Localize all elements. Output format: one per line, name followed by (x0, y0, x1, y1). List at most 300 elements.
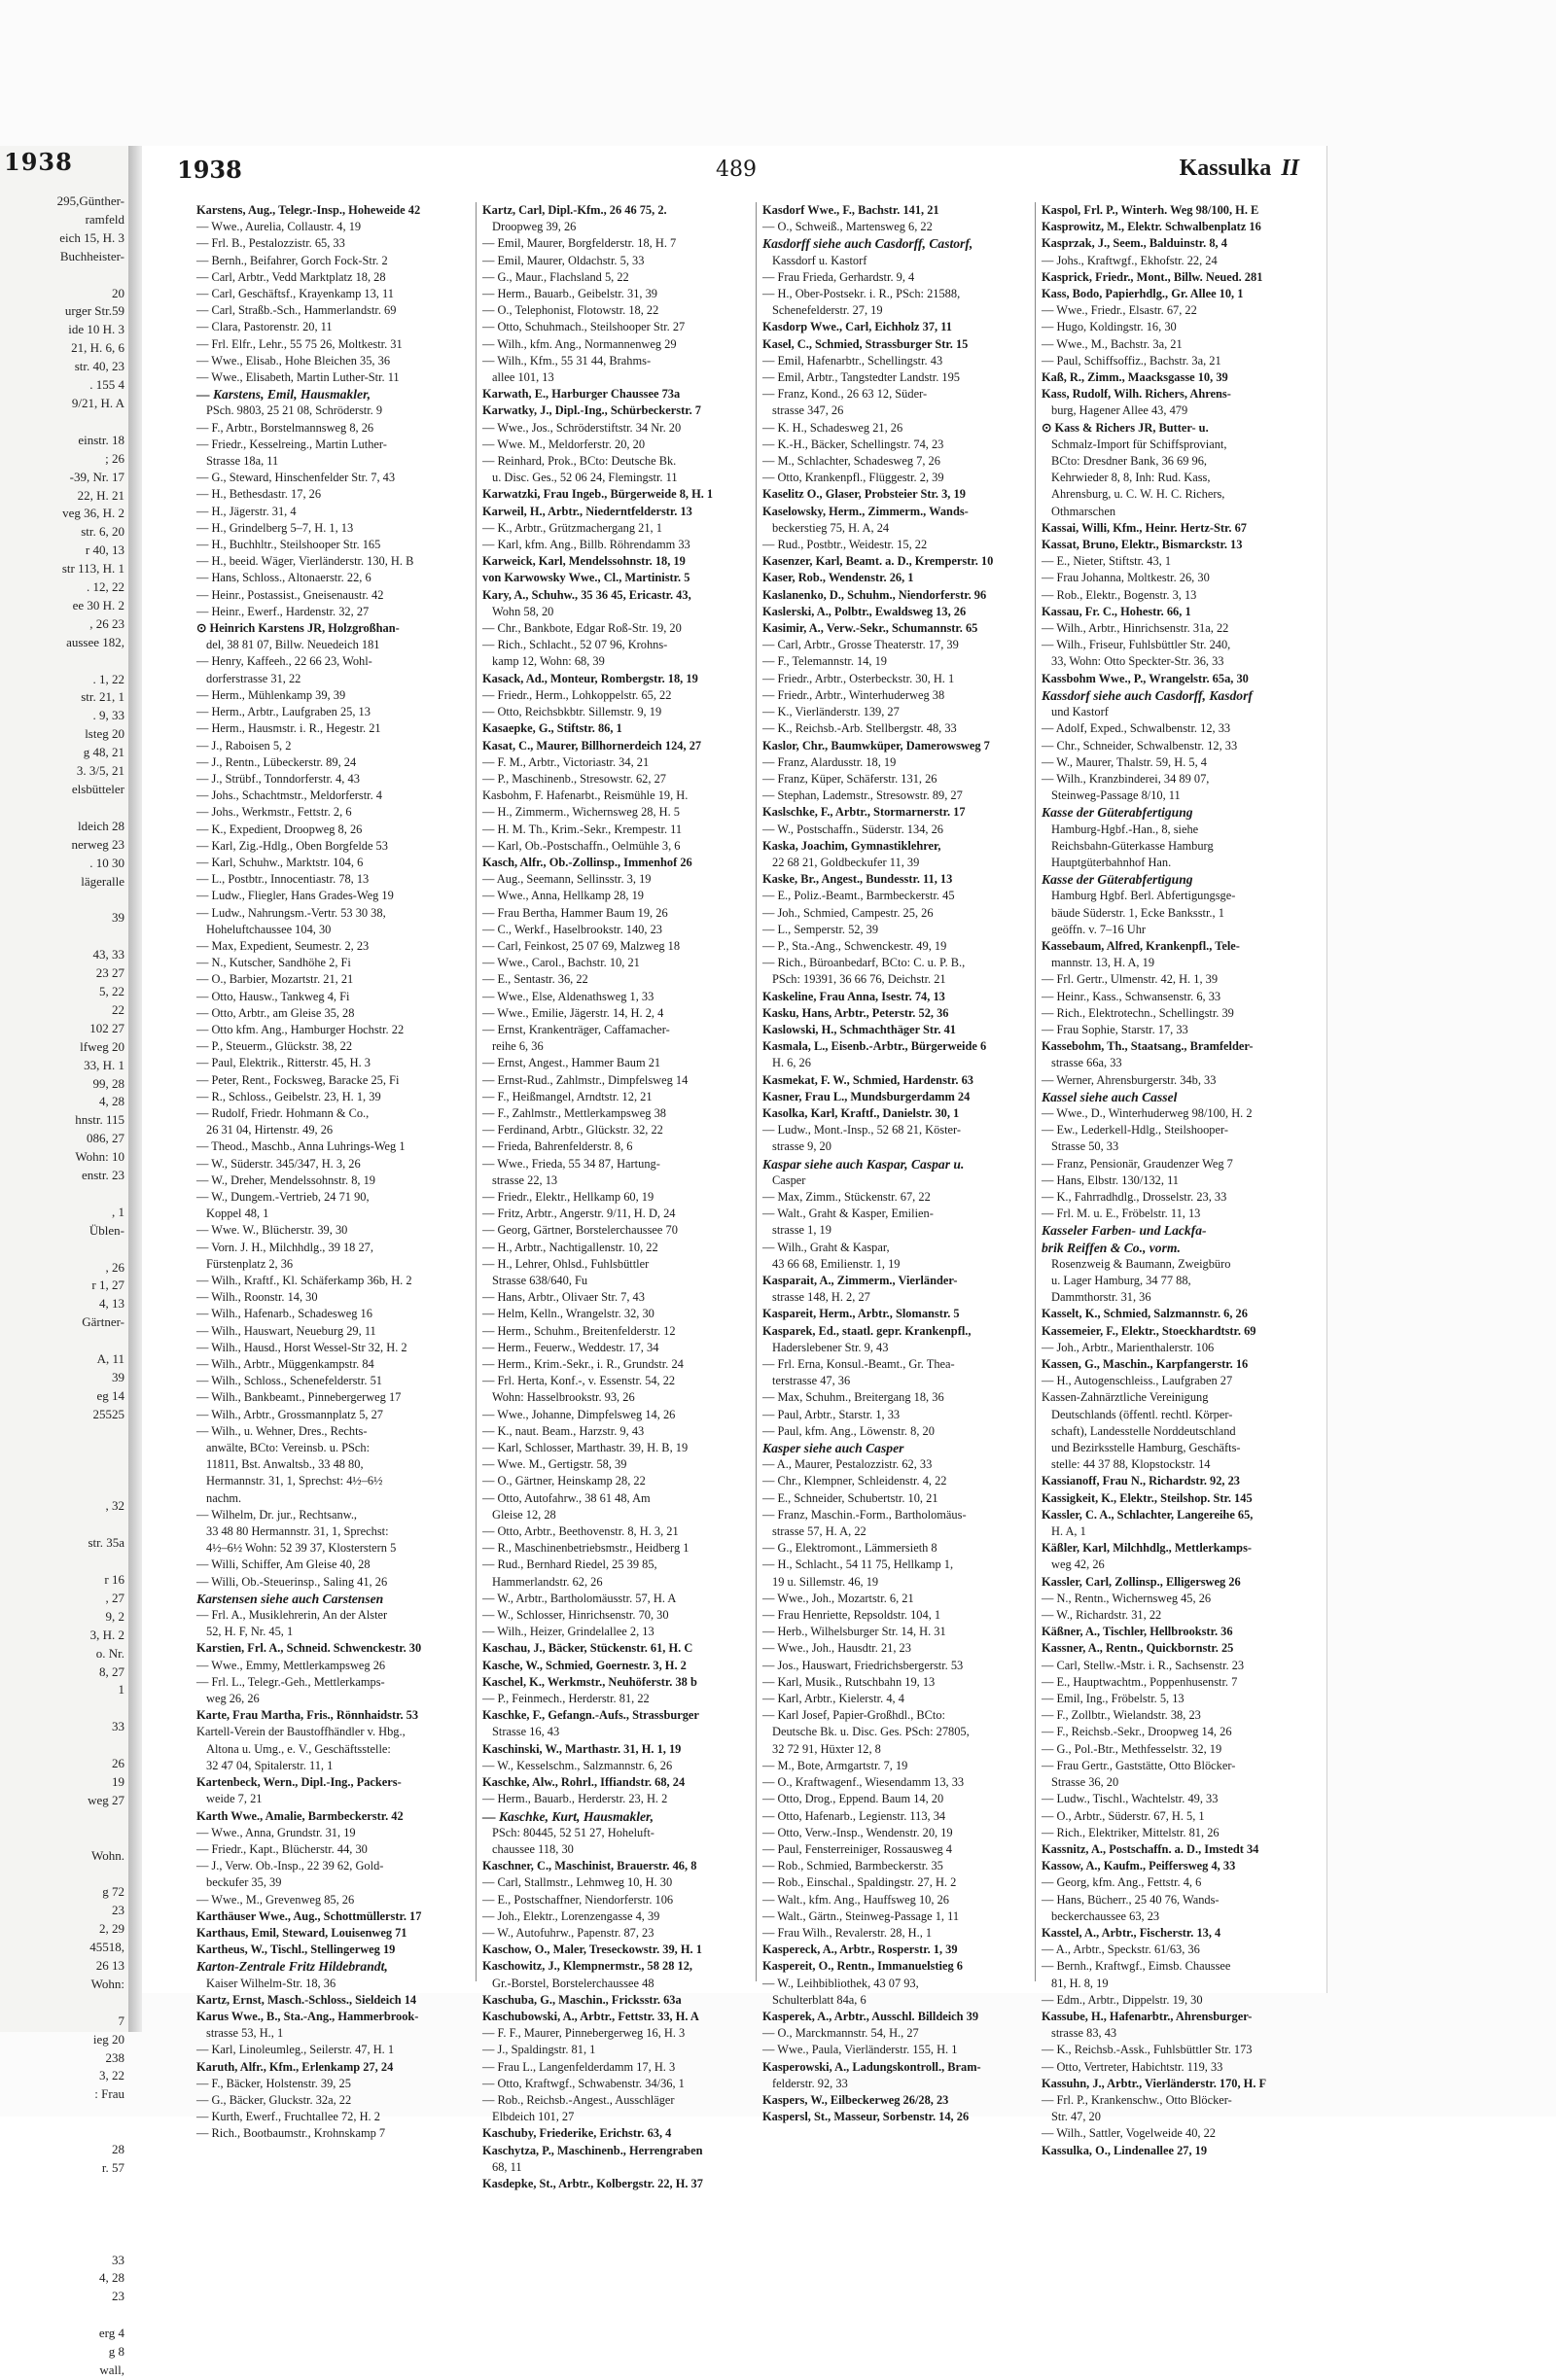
directory-entry: u. Lager Hamburg, 34 77 88, (1051, 1274, 1191, 1287)
directory-entry: — Theod., Maschb., Anna Luhrings-Weg 1 (196, 1139, 406, 1154)
directory-entry: Reichsbahn-Güterkasse Hamburg (1051, 838, 1214, 853)
directory-entry: Kasper siehe auch Casper (762, 1441, 904, 1456)
directory-entry: Kartheus, W., Tischl., Stellingerweg 19 (196, 1942, 396, 1957)
directory-entry: — Frl. Elfr., Lehr., 55 75 26, Moltkestr. 31 (196, 336, 403, 351)
directory-entry: — Carl, Stallmstr., Lehmweg 10, H. 30 (482, 1875, 673, 1890)
directory-entry: — Ludw., Tischl., Wachtelstr. 49, 33 (1042, 1792, 1219, 1806)
directory-entry: — H., Grindelberg 5–7, H. 1, 13 (196, 520, 354, 535)
directory-entry: PSch: 19391, 36 66 76, Deichstr. 21 (772, 972, 946, 987)
directory-entry: — Wwe., Elisab., Hohe Bleichen 35, 36 (196, 353, 391, 368)
directory-entry: — K.-H., Bäcker, Schellingstr. 74, 23 (762, 437, 944, 451)
left-page-year: 1938 (4, 148, 73, 176)
directory-entry: — Georg, Gärtner, Borstelerchaussee 70 (482, 1223, 678, 1238)
directory-entry: Kaschke, F., Gefangn.-Aufs., Strassburger (482, 1708, 699, 1723)
left-fragment-line: o. Nr. (95, 1645, 124, 1661)
directory-entry: — F., Zahlmstr., Mettlerkampsweg 38 (482, 1105, 666, 1120)
directory-entry: — Wwe., Frieda, 55 34 87, Hartung- (482, 1156, 660, 1171)
directory-entry: — L., Semperstr. 52, 39 (762, 922, 879, 936)
directory-entry: 4½–6½ Wohn: 52 39 37, Klosterstern 5 (206, 1541, 397, 1556)
directory-entry: Kaselowsky, Herm., Zimmerm., Wands- (762, 504, 969, 518)
directory-entry: — Rob., Schmied, Barmbeckerstr. 35 (762, 1859, 943, 1873)
directory-entry: Kass, Rudolf, Wilh. Richers, Ahrens- (1042, 387, 1231, 402)
directory-entry: — Rob., Reichsb.-Angest., Ausschläger (482, 2092, 675, 2107)
left-fragment-line: . 1, 22 (92, 671, 124, 686)
directory-entry: — F., Reichsb.-Sekr., Droopweg 14, 26 (1042, 1725, 1232, 1739)
directory-entry: — Otto, Arbtr., Beethovenstr. 8, H. 3, 21 (482, 1524, 679, 1539)
left-fragment-line (0, 1332, 124, 1350)
directory-entry: — Franz, Pensionär, Graudenzer Weg 7 (1042, 1156, 1233, 1171)
left-fragment-line: ide 10 H. 3 (68, 322, 124, 337)
left-fragment-line (0, 1461, 124, 1480)
left-fragment-line: str. 21, 1 (81, 689, 124, 705)
directory-entry: dorferstrasse 31, 22 (206, 671, 301, 685)
directory-entry: Kaser, Rob., Wendenstr. 26, 1 (762, 571, 914, 585)
directory-entry: — Paul, Fensterreiniger, Rossausweg 4 (762, 1841, 952, 1856)
directory-entry: Kassdorf u. Kastorf (772, 253, 867, 267)
left-fragment-line (0, 1865, 124, 1883)
left-fragment-line: 33 (112, 2252, 124, 2267)
left-fragment-line (0, 1479, 124, 1497)
directory-entry: — K., naut. Beam., Harzstr. 9, 43 (482, 1423, 645, 1438)
left-fragment-line: 39 (112, 1370, 124, 1384)
directory-entry: — Otto, Schuhmach., Steilshooper Str. 27 (482, 320, 686, 334)
left-fragment-line (0, 266, 124, 285)
directory-entry: Kaschuby, Friederike, Erichstr. 63, 4 (482, 2126, 672, 2141)
left-fragment-line: 3, H. 2 (89, 1627, 124, 1642)
directory-entry: Koppel 48, 1 (206, 1207, 269, 1221)
left-fragment-line: r 40, 13 (85, 542, 124, 558)
left-fragment-line: 4, 28 (99, 2270, 124, 2286)
directory-entry: — W., Dreher, Mendelssohnstr. 8, 19 (196, 1172, 375, 1187)
directory-entry: 26 31 04, Hirtenstr. 49, 26 (206, 1123, 334, 1138)
directory-entry: — Walt., Graht & Kasper, Emilien- (762, 1207, 934, 1221)
page-gutter (128, 146, 142, 2032)
directory-entry: — Friedr., Elektr., Hellkamp 60, 19 (482, 1189, 654, 1204)
directory-entry: ⊙ Kass & Richers JR, Butter- u. (1042, 420, 1209, 435)
directory-entry: — Rud., Postbtr., Weidestr. 15, 22 (762, 538, 928, 552)
directory-entry: Kasdorf Wwe., F., Bachstr. 141, 21 (762, 203, 939, 217)
directory-entry: Kassen, G., Maschin., Karpfangerstr. 16 (1042, 1357, 1249, 1372)
directory-entry: — P., Sta.-Ang., Schwenckestr. 49, 19 (762, 938, 947, 953)
left-fragment-line (0, 1736, 124, 1755)
directory-entry: Casper (772, 1172, 806, 1187)
directory-entry: allee 101, 13 (492, 370, 554, 385)
directory-entry: — K., Arbtr., Grützmachergang 21, 1 (482, 520, 662, 535)
directory-entry: — Carl, Arbtr., Vedd Marktplatz 18, 28 (196, 269, 386, 284)
directory-entry: — Ferdinand, Arbtr., Glückstr. 32, 22 (482, 1123, 663, 1138)
left-fragment-line: str. 6, 20 (81, 524, 124, 540)
left-fragment-line: 43, 33 (92, 947, 124, 962)
directory-entry: Kasdorp Wwe., Carl, Eichholz 37, 11 (762, 320, 952, 334)
directory-entry: Kassemeier, F., Elektr., Stoeckhardtstr. 69 (1042, 1323, 1256, 1338)
directory-entry: — Adolf, Exped., Schwalbenstr. 12, 33 (1042, 721, 1231, 736)
directory-entry: Kaschau, J., Bäcker, Stückenstr. 61, H. C (482, 1641, 693, 1656)
left-fragment-line: Üblen- (88, 1222, 124, 1238)
directory-column-2 (476, 202, 739, 2190)
directory-entry: Kassianoff, Frau N., Richardstr. 92, 23 (1042, 1474, 1240, 1488)
directory-entry: — Wwe., Else, Aldenathsweg 1, 33 (482, 989, 654, 1003)
directory-entry: Kasstel, A., Arbtr., Fischerstr. 13, 4 (1042, 1925, 1221, 1940)
left-fragment-line: 9, 2 (105, 1608, 124, 1624)
left-fragment-line: urger Str.59 (64, 303, 124, 319)
directory-entry: — Karl, Arbtr., Kielerstr. 4, 4 (762, 1692, 904, 1706)
directory-entry: Kaschow, O., Maler, Treseckowstr. 39, H. 1 (482, 1942, 702, 1957)
directory-entry: — Wwe. M., Gertigstr. 58, 39 (482, 1457, 627, 1472)
directory-entry: — Karl, Zig.-Hdlg., Oben Borgfelde 53 (196, 838, 388, 853)
directory-entry: Kaschke, Alw., Rohrl., Iffiandstr. 68, 24 (482, 1775, 686, 1790)
left-fragment-line: 23 (112, 1903, 124, 1918)
directory-entry: strasse 9, 20 (772, 1139, 831, 1154)
directory-entry: Kasenzer, Karl, Beamt. a. D., Kremperstr. 10 (762, 554, 994, 569)
directory-entry: Kaschytza, P., Maschinenb., Herrengraben (482, 2143, 703, 2157)
directory-entry: — Rich., Schlacht., 52 07 96, Krohns- (482, 638, 668, 652)
directory-entry: Elbdeich 101, 27 (492, 2110, 575, 2124)
directory-entry: Kassebaum, Alfred, Krankenpfl., Tele- (1042, 938, 1240, 953)
directory-entry: — Frl. B., Pestalozzistr. 65, 33 (196, 236, 345, 251)
directory-entry: Altona u. Umg., e. V., Geschäftsstelle: (206, 1741, 391, 1756)
directory-entry: — Frl. P., Krankenschw., Otto Blöcker- (1042, 2092, 1232, 2107)
directory-entry: — Wwe. M., Meldorferstr. 20, 20 (482, 437, 646, 451)
directory-entry: — Wilh., Hafenarb., Schadesweg 16 (196, 1307, 372, 1321)
directory-entry: u. Disc. Ges., 52 06 24, Flemingstr. 11 (492, 471, 678, 485)
left-fragment-line: r 1, 27 (91, 1278, 124, 1293)
directory-entry: — Georg, kfm. Ang., Fettstr. 4, 6 (1042, 1875, 1202, 1890)
directory-entry: weg 26, 26 (206, 1692, 260, 1706)
directory-entry: — Edm., Arbtr., Dippelstr. 19, 30 (1042, 1992, 1203, 2007)
directory-entry: — J., Verw. Ob.-Insp., 22 39 62, Gold- (196, 1859, 384, 1873)
directory-entry: von Karwowsky Wwe., Cl., Martinistr. 5 (482, 571, 690, 585)
directory-entry: — Frieda, Bahrenfelderstr. 8, 6 (482, 1139, 633, 1154)
left-fragment-line (0, 1699, 124, 1718)
directory-entry: — Friedr., Kapt., Blücherstr. 44, 30 (196, 1841, 368, 1856)
left-fragment-line: 26 (112, 1756, 124, 1771)
directory-entry: — Bernh., Beifahrer, Gorch Fock-Str. 2 (196, 253, 388, 267)
directory-entry: — R., Schloss., Geibelstr. 23, H. 1, 39 (196, 1089, 381, 1103)
directory-entry: Kassnitz, A., Postschaffn. a. D., Imstedt 34 (1042, 1841, 1259, 1856)
directory-entry: — C., Werkf., Haselbrookstr. 140, 23 (482, 922, 662, 936)
directory-entry: Kasmala, L., Eisenb.-Arbtr., Bürgerweide 6 (762, 1039, 987, 1054)
directory-entry: beckerstieg 75, H. A, 24 (772, 520, 890, 535)
directory-entry: — J., Strübf., Tonndorferstr. 4, 43 (196, 771, 360, 786)
directory-entry: Kassler, Carl, Zollinsp., Elligersweg 26 (1042, 1574, 1241, 1589)
directory-entry: — Wilh., Kraftf., Kl. Schäferkamp 36b, H. 2 (196, 1274, 412, 1287)
directory-entry: — Johs., Schachtmstr., Meldorferstr. 4 (196, 788, 383, 803)
directory-entry: H. 6, 26 (772, 1056, 811, 1070)
directory-entry: Str. 47, 20 (1051, 2110, 1101, 2124)
directory-entry: — Wilh., Hauswart, Neueburg 29, 11 (196, 1323, 376, 1338)
left-fragment-line: r 16 (104, 1571, 124, 1587)
directory-entry: — H., Arbtr., Nachtigallenstr. 10, 22 (482, 1240, 658, 1254)
directory-entry: Wohn 58, 20 (492, 604, 554, 618)
directory-entry: — Karl, Schlosser, Marthastr. 39, H. B, 19 (482, 1441, 689, 1455)
directory-entry: Karth Wwe., Amalie, Barmbeckerstr. 42 (196, 1808, 404, 1823)
left-fragment-line: 4, 13 (99, 1296, 124, 1312)
directory-entry: Hermannstr. 31, 1, Sprechst: 4½–6½ (206, 1474, 383, 1488)
directory-entry: — P., Maschinenb., Stresowstr. 62, 27 (482, 771, 666, 786)
directory-entry: Kasparait, A., Zimmerm., Vierländer- (762, 1274, 958, 1287)
left-fragment-line: einstr. 18 (78, 432, 124, 447)
directory-entry: — G., Pol.-Btr., Methfesselstr. 32, 19 (1042, 1741, 1222, 1756)
left-fragment-line: 20 (112, 285, 124, 300)
directory-entry: Hamburg-Hgbf.-Han., 8, siehe (1051, 822, 1199, 836)
directory-entry: — H., Schlacht., 54 11 75, Hellkamp 1, (762, 1558, 954, 1572)
directory-entry: — Wilh., kfm. Ang., Normannenweg 29 (482, 336, 677, 351)
directory-entry: — Jos., Hauswart, Friedrichsbergerstr. 53 (762, 1658, 964, 1672)
directory-entry: — Otto, Verw.-Insp., Wendenstr. 20, 19 (762, 1825, 953, 1839)
directory-entry: — Ernst, Krankenträger, Caffamacher- (482, 1022, 670, 1036)
directory-entry: stelle: 44 37 88, Klopstockstr. 14 (1051, 1457, 1211, 1472)
left-fragment-line: ee 30 H. 2 (72, 597, 124, 612)
directory-entry: — G., Elektromont., Lämmersieth 8 (762, 1541, 937, 1556)
left-fragment-line: 9/21, H. A (71, 395, 124, 410)
directory-entry: — Wilh., Arbtr., Hinrichsenstr. 31a, 22 (1042, 621, 1229, 636)
directory-entry: — O., Gärtner, Heinskamp 28, 22 (482, 1474, 646, 1488)
directory-entry: — Carl, Stellw.-Mstr. i. R., Sachsenstr. 23 (1042, 1658, 1245, 1672)
directory-entry: Kasche, W., Schmied, Goernestr. 3, H. 2 (482, 1658, 687, 1672)
directory-entry: — M., Schlachter, Schadesweg 7, 26 (762, 454, 940, 469)
directory-entry: — Hugo, Koldingstr. 16, 30 (1042, 320, 1177, 334)
directory-entry: — Frl. M. u. E., Fröbelstr. 11, 13 (1042, 1207, 1201, 1221)
left-fragment-line: 3. 3/5, 21 (76, 763, 124, 779)
directory-entry: burg, Hagener Allee 43, 479 (1051, 403, 1188, 418)
left-fragment-line (0, 1810, 124, 1829)
directory-entry: — Wwe., M., Bachstr. 3a, 21 (1042, 336, 1183, 351)
directory-entry: — Wilh., Friseur, Fuhlsbüttler Str. 240, (1042, 638, 1231, 652)
directory-entry: Kasner, Frau L., Mundsburgerdamm 24 (762, 1089, 971, 1103)
directory-entry: Kassdorf siehe auch Casdorff, Kasdorf (1042, 687, 1253, 703)
directory-entry: Kassow, A., Kaufm., Peiffersweg 4, 33 (1042, 1859, 1236, 1873)
left-fragment-line: wall, (99, 2362, 124, 2377)
left-fragment-line: hnstr. 115 (75, 1112, 124, 1128)
directory-entry: — K. H., Schadesweg 21, 26 (762, 420, 903, 435)
directory-entry: Deutschlands (öffentl. rechtl. Körper- (1051, 1407, 1233, 1421)
left-fragment-line: Gärtner- (82, 1314, 124, 1330)
directory-entry: — W., Postschaffn., Süderstr. 134, 26 (762, 822, 943, 836)
directory-entry: Kasack, Ad., Monteur, Rombergstr. 18, 19 (482, 671, 698, 685)
directory-entry: strasse 22, 13 (492, 1172, 558, 1187)
directory-entry: — Wwe., Paula, Vierländerstr. 155, H. 1 (762, 2043, 958, 2057)
directory-entry: weide 7, 21 (206, 1792, 263, 1806)
directory-entry: — Frau Frieda, Gerhardstr. 9, 4 (762, 269, 915, 284)
header-year: 1938 (177, 156, 242, 184)
directory-entry: Karuth, Alfr., Kfm., Erlenkamp 27, 24 (196, 2059, 394, 2074)
directory-entry: 33, Wohn: Otto Speckter-Str. 36, 33 (1051, 654, 1224, 669)
directory-entry: — Frau L., Langenfelderdamm 17, H. 3 (482, 2059, 676, 2074)
header-keyword (1180, 156, 1299, 182)
directory-entry: — M., Bote, Armgartstr. 7, 19 (762, 1758, 908, 1772)
directory-entry: Hammerlandstr. 62, 26 (492, 1574, 603, 1589)
directory-entry: — Henry, Kaffeeh., 22 66 23, Wohl- (196, 654, 372, 669)
directory-entry: Rosenzweig & Baumann, Zweigbüro (1051, 1256, 1231, 1271)
directory-entry: Kaschner, C., Maschinist, Brauerstr. 46, 8 (482, 1859, 697, 1873)
left-fragment-line: 1 (118, 1682, 124, 1698)
directory-entry: — Wilh., u. Wehner, Dres., Rechts- (196, 1423, 368, 1438)
left-fragment-line: 3, 22 (99, 2068, 124, 2083)
directory-entry: — F. F., Maurer, Pinnebergerweg 16, H. 3 (482, 2026, 686, 2041)
directory-entry: del, 38 81 07, Billw. Neuedeich 181 (206, 638, 380, 652)
directory-entry: — F., Heißmangel, Arndtstr. 12, 21 (482, 1089, 653, 1103)
directory-entry: — Frau Johanna, Moltkestr. 26, 30 (1042, 571, 1210, 585)
header-keyword-text: Kassulka (1179, 156, 1272, 181)
left-fragment-line (0, 1241, 124, 1259)
directory-entry: — Otto, Kraftwgf., Schwabenstr. 34/36, 1 (482, 2076, 685, 2090)
left-fragment-line: Buchheister- (59, 248, 124, 263)
directory-entry: PSch. 9803, 25 21 08, Schröderstr. 9 (206, 403, 383, 418)
directory-entry: Gr.-Borstel, Borstelerchaussee 48 (492, 1976, 654, 1990)
directory-entry: — H., Lehrer, Ohlsd., Fuhlsbüttler (482, 1256, 650, 1271)
directory-entry: Gleise 12, 28 (492, 1507, 556, 1522)
directory-entry: — K., Reichsb.-Arb. Stellbergstr. 48, 33 (762, 721, 957, 736)
directory-column-4 (1035, 202, 1298, 2157)
directory-entry: mannstr. 13, H. A, 19 (1051, 956, 1155, 970)
directory-entry: — G., Bäcker, Gluckstr. 32a, 22 (196, 2092, 352, 2107)
directory-entry: Kaska, Joachim, Gymnastiklehrer, (762, 838, 941, 853)
directory-entry: — Wwe., D., Winterhuderweg 98/100, H. 2 (1042, 1105, 1253, 1120)
left-fragment-line: str. 40, 23 (74, 359, 124, 374)
directory-entry: — Willi, Schiffer, Am Gleise 40, 28 (196, 1558, 371, 1572)
directory-entry: — E., Poliz.-Beamt., Barmbeckerstr. 45 (762, 889, 955, 903)
left-fragment-line: g 48, 21 (83, 745, 124, 760)
left-fragment-line: : Frau (94, 2086, 124, 2102)
left-fragment-line: weg 27 (88, 1792, 124, 1807)
directory-entry: — Max, Schuhm., Breitergang 18, 36 (762, 1390, 944, 1405)
directory-entry: — A., Maurer, Pestalozzistr. 62, 33 (762, 1457, 933, 1472)
directory-entry: — Herm., Feuerw., Weddestr. 17, 34 (482, 1340, 659, 1354)
directory-entry: — Herb., Wilhelsburger Str. 14, H. 31 (762, 1625, 946, 1639)
directory-entry: — Carl, Straßb.-Sch., Hammerlandstr. 69 (196, 303, 397, 318)
directory-entry: Schenefelderstr. 27, 19 (772, 303, 883, 318)
left-fragment-line: str. 35a (88, 1535, 124, 1551)
directory-entry: — Otto, Krankenpfl., Flüggestr. 2, 39 (762, 471, 944, 485)
directory-entry: Haderslebener Str. 9, 43 (772, 1340, 889, 1354)
directory-entry: geöffn. v. 7–16 Uhr (1051, 922, 1147, 936)
directory-entry: — H., Autogenschleiss., Laufgraben 27 (1042, 1374, 1233, 1388)
directory-entry: — Karl, Musik., Rutschbahn 19, 13 (762, 1674, 936, 1689)
directory-entry: — Frl. Erna, Konsul.-Beamt., Gr. Thea- (762, 1357, 955, 1372)
left-fragment-line: 21, H. 6, 6 (71, 340, 124, 356)
directory-entry: — Friedr., Arbtr., Winterhuderweg 38 (762, 687, 945, 702)
left-fragment-line: 22, H. 21 (77, 487, 124, 503)
directory-entry: — Chr., Bankbote, Edgar Roß-Str. 19, 20 (482, 621, 682, 636)
directory-entry: — Karstens, Emil, Hausmakler, (196, 387, 371, 402)
directory-entry: — Heinr., Ewerf., Hardenstr. 32, 27 (196, 604, 370, 618)
directory-entry: — H., beeid. Wäger, Vierländerstr. 130, H. B (196, 554, 414, 569)
directory-entry: — Friedr., Arbtr., Osterbeckstr. 30, H. 1 (762, 671, 955, 685)
left-page-text (0, 192, 124, 2380)
directory-entry: — Ludw., Fliegler, Hans Grades-Weg 19 (196, 889, 394, 903)
directory-entry: — Wilhelm, Dr. jur., Rechtsanw., (196, 1507, 358, 1522)
directory-entry: Käßler, Karl, Milchhdlg., Mettlerkamps- (1042, 1541, 1253, 1556)
directory-entry: — Rich., Elektriker, Mittelstr. 81, 26 (1042, 1825, 1220, 1839)
directory-entry: 33 48 80 Hermannstr. 31, 1, Sprechst: (206, 1524, 389, 1539)
directory-entry: — Herm., Schuhm., Breitenfelderstr. 12 (482, 1323, 676, 1338)
left-fragment-line: , 32 (105, 1498, 124, 1514)
directory-entry: — Karl, Ob.-Postschaffn., Oelmühle 3, 6 (482, 838, 681, 853)
directory-entry: — Stephan, Lademstr., Stresowstr. 89, 27 (762, 788, 963, 803)
directory-entry: — W., Richardstr. 31, 22 (1042, 1608, 1162, 1623)
directory-entry: — O., Barbier, Mozartstr. 21, 21 (196, 972, 354, 987)
directory-entry: — Kaschke, Kurt, Hausmakler, (482, 1808, 654, 1824)
directory-entry: Deutsche Bk. u. Disc. Ges. PSch: 27805, (772, 1725, 970, 1739)
directory-entry: — Rob., Elektr., Bogenstr. 3, 13 (1042, 587, 1197, 602)
directory-entry: — N., Kutscher, Sandhöhe 2, Fi (196, 956, 351, 970)
left-fragment-line: 22 (112, 1001, 124, 1017)
directory-entry: — Joh., Schmied, Campestr. 25, 26 (762, 905, 934, 920)
directory-entry: Kasperowski, A., Ladungskontroll., Bram- (762, 2059, 981, 2074)
directory-entry: — Herm., Bauarb., Herderstr. 23, H. 2 (482, 1792, 668, 1806)
directory-entry: — Otto, Reichsbkbtr. Sillemstr. 9, 19 (482, 705, 662, 719)
left-fragment-line: . 12, 22 (87, 579, 124, 595)
left-fragment-line (0, 1443, 124, 1461)
left-fragment-line: 26 13 (95, 1958, 124, 1973)
directory-entry: Kartenbeck, Wern., Dipl.-Ing., Packers- (196, 1775, 402, 1790)
directory-entry: Kasku, Hans, Arbtr., Peterstr. 52, 36 (762, 1005, 949, 1020)
directory-entry: Karweick, Karl, Mendelssohnstr. 18, 19 (482, 554, 686, 569)
directory-entry: — K., Fahrradhdlg., Drosselstr. 23, 33 (1042, 1189, 1227, 1204)
directory-entry: 68, 11 (492, 2159, 522, 2174)
directory-entry: — F., Arbtr., Borstelmannsweg 8, 26 (196, 420, 374, 435)
directory-entry: — W., Dungem.-Vertrieb, 24 71 90, (196, 1189, 370, 1204)
directory-entry: — E., Postschaffner, Niendorferstr. 106 (482, 1892, 674, 1907)
directory-entry: reihe 6, 36 (492, 1039, 544, 1054)
left-fragment-line (0, 1994, 124, 2012)
directory-entry: schaft), Landesstelle Norddeutschland (1051, 1423, 1236, 1438)
directory-entry: Kassau, Fr. C., Hohestr. 66, 1 (1042, 604, 1191, 618)
directory-entry: — H., Bethesdastr. 17, 26 (196, 487, 322, 502)
directory-entry: 81, H. 8, 19 (1051, 1976, 1109, 1990)
directory-entry: — Aug., Seemann, Sellinsstr. 3, 19 (482, 872, 652, 887)
directory-entry: Kaschuba, G., Maschin., Fricksstr. 63a (482, 1992, 682, 2007)
directory-entry: Kasperek, A., Arbtr., Ausschl. Billdeich 39 (762, 2009, 979, 2023)
directory-entry: Kartz, Ernst, Masch.-Schloss., Sieldeich 14 (196, 1992, 417, 2007)
directory-entry: Strasse 36, 20 (1051, 1775, 1119, 1790)
directory-entry: Steinweg-Passage 8/10, 11 (1051, 788, 1181, 803)
directory-entry: — Wwe., Anna, Grundstr. 31, 19 (196, 1825, 356, 1839)
directory-entry: — O., Arbtr., Süderstr. 67, H. 5, 1 (1042, 1808, 1205, 1823)
directory-entry: — Johs., Werkmstr., Fettstr. 2, 6 (196, 805, 352, 820)
directory-entry: — F., Bäcker, Holstenstr. 39, 25 (196, 2076, 351, 2090)
directory-entry: — G., Steward, Hinschenfelder Str. 7, 43 (196, 471, 396, 485)
left-fragment-line (0, 652, 124, 671)
left-fragment-line: . 9, 33 (92, 708, 124, 723)
directory-entry: — Werner, Ahrensburgerstr. 34b, 33 (1042, 1072, 1217, 1087)
left-fragment-line (0, 1424, 124, 1443)
left-fragment-line: g 8 (108, 2344, 124, 2360)
directory-entry: — Franz, Alardusstr. 18, 19 (762, 754, 897, 769)
directory-entry: — Wwe., Jos., Schröderstiftstr. 34 Nr. 20 (482, 420, 682, 435)
directory-entry: — Paul, Schiffsoffiz., Bachstr. 3a, 21 (1042, 353, 1221, 368)
directory-entry: — O., Marckmannstr. 54, H., 27 (762, 2026, 919, 2041)
directory-entry: — Paul, kfm. Ang., Löwenstr. 8, 20 (762, 1423, 935, 1438)
directory-entry: — P., Steuerm., Glückstr. 38, 22 (196, 1039, 353, 1054)
directory-entry: — Franz, Maschin.-Form., Bartholomäus- (762, 1507, 967, 1522)
directory-entry: — Johs., Kraftwgf., Ekhofstr. 22, 24 (1042, 253, 1218, 267)
directory-entry: Kassen-Zahnärztliche Vereinigung (1042, 1390, 1209, 1405)
directory-entry: Kaslowski, H., Schmachthäger Str. 41 (762, 1022, 956, 1036)
directory-entry: Kaselitz O., Glaser, Probsteier Str. 3, 19 (762, 487, 966, 502)
directory-entry: — Chr., Schneider, Schwalbenstr. 12, 33 (1042, 738, 1238, 752)
directory-entry: Kasse der Güterabfertigung (1042, 805, 1193, 821)
left-fragment-line (0, 1516, 124, 1534)
directory-entry: nachm. (206, 1490, 242, 1505)
directory-entry: — Friedr., Herm., Lohkoppelstr. 65, 22 (482, 687, 672, 702)
directory-entry: Kaiser Wilhelm-Str. 18, 36 (206, 1976, 336, 1990)
directory-entry: Kasprick, Friedr., Mont., Billw. Neued. 281 (1042, 269, 1263, 284)
left-fragment-line: -39, Nr. 17 (69, 469, 124, 484)
left-fragment-line: str 113, H. 1 (61, 561, 124, 577)
directory-entry: Kasprzak, J., Seem., Balduinstr. 8, 4 (1042, 236, 1227, 251)
directory-entry: Fürstenplatz 2, 36 (206, 1256, 294, 1271)
